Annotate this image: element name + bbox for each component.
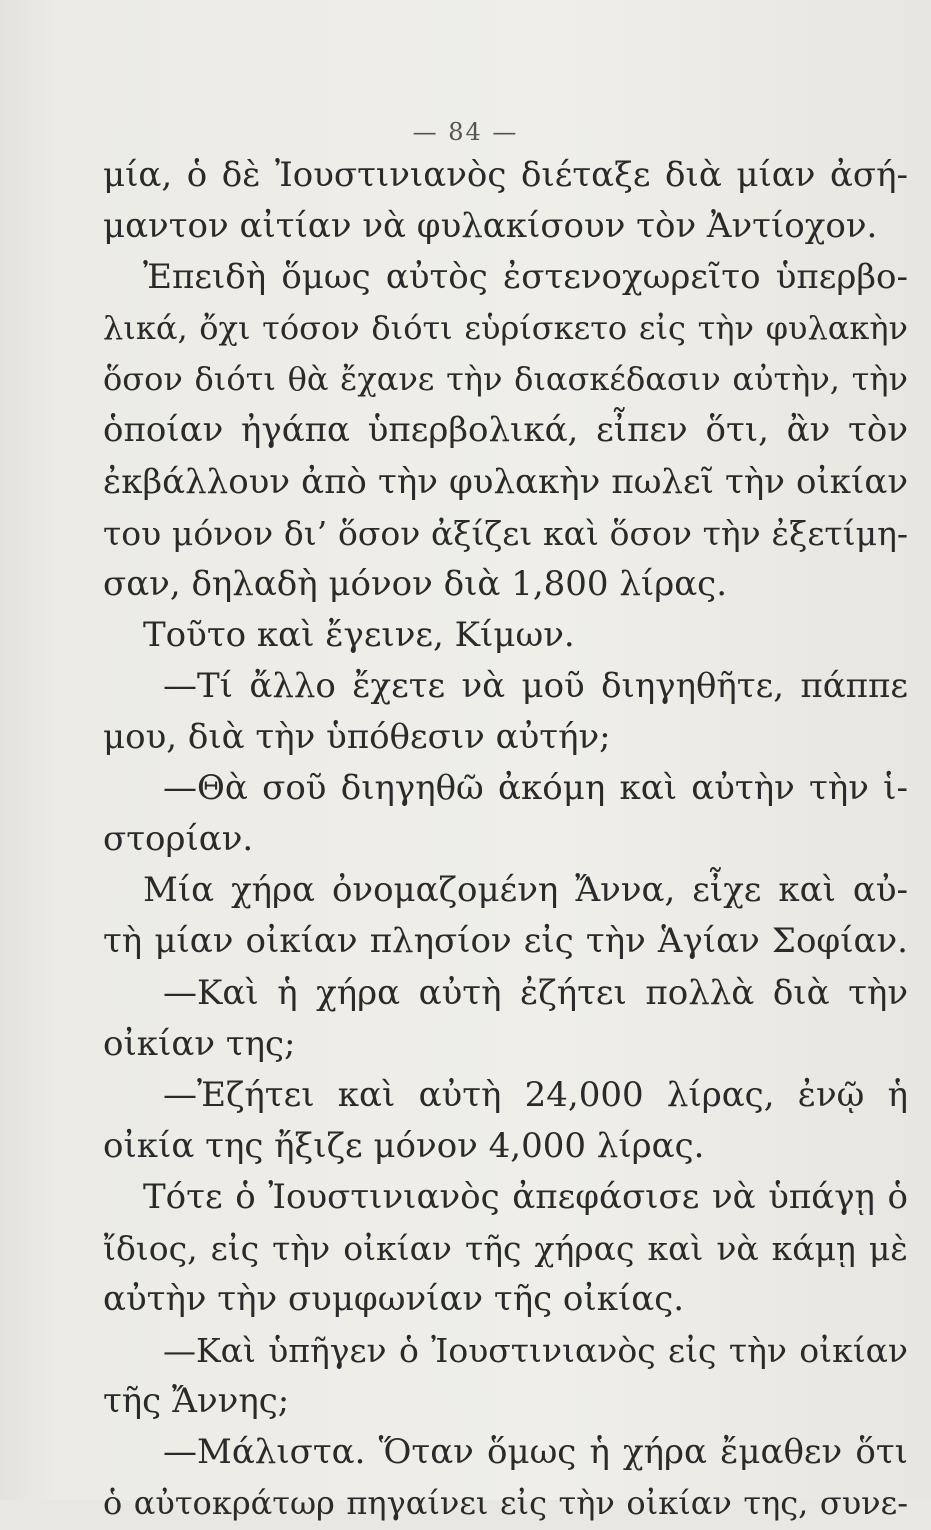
text-line: ἴδιος, εἰς τὴν οἰκίαν τῆς χήρας καὶ νὰ κάμῃ μὲ [103,1228,908,1268]
body-text [103,150,908,1530]
text-line: ὁποίαν ἠγάπα ὑπερβολικά, εἶπεν ὅτι, ἂν τὸν [103,410,908,451]
text-line: τὴ μίαν οἰκίαν πλησίον εἰς τὴν Ἁγίαν Σοφίαν. [103,921,908,962]
text-line: —Καὶ ὑπῆγεν ὁ Ἰουστινιανὸς εἰς τὴν οἰκίαν [163,1331,908,1371]
text-line: οἰκίαν της; [103,1023,296,1064]
text-line: Τοῦτο καὶ ἔγεινε, Κίμων. [143,614,575,655]
text-line: τῆς Ἄννης; [103,1381,290,1422]
text-line: οἰκία της ἤξιζε μόνον 4,000 λίρας. [103,1125,705,1166]
text-line: Μία χήρα ὀνομαζομένη Ἄννα, εἶχε καὶ αὐ- [143,870,908,911]
text-line: ὅσον διότι θὰ ἔχανε τὴν διασκέδασιν αὐτὴν, τὴν [103,360,908,399]
text-line: λικά, ὄχι τόσον διότι εὑρίσκετο εἰς τὴν φυλακὴν [103,309,908,348]
text-line: σαν, δηλαδὴ μόνον διὰ 1,800 λίρας. [103,563,728,604]
text-line: ὁ αὐτοκράτωρ πηγαίνει εἰς τὴν οἰκίαν της, συνε- [103,1484,908,1523]
text-line: του μόνον δι’ ὅσον ἀξίζει καὶ ὅσον τὴν ἐξετίμη- [103,513,908,553]
page-number: — 84 — [412,118,519,146]
text-line: Τότε ὁ Ἰουστινιανὸς ἀπεφάσισε νὰ ὑπάγῃ ὁ [143,1176,908,1217]
text-line: —Θὰ σοῦ διηγηθῶ ἀκόμη καὶ αὐτὴν τὴν ἱ- [163,768,908,809]
text-line: —Ἐζήτει καὶ αὐτὴ 24,000 λίρας, ἐνῷ ἡ [163,1074,908,1115]
text-line: Ἐπειδὴ ὅμως αὐτὸς ἐστενοχωρεῖτο ὑπερβο- [143,257,908,298]
text-line: στορίαν. [103,819,254,860]
text-line: μία, ὁ δὲ Ἰουστινιανὸς διέταξε διὰ μίαν ἀσή- [103,155,908,195]
text-line: —Τί ἄλλο ἔχετε νὰ μοῦ διηγηθῆτε, πάππε [163,665,908,706]
text-line: αὐτὴν τὴν συμφωνίαν τῆς οἰκίας. [103,1279,685,1320]
text-line: μου, διὰ τὴν ὑπόθεσιν αὐτήν; [103,717,611,758]
text-line: ἐκβάλλουν ἀπὸ τὴν φυλακὴν πωλεῖ τὴν οἰκίαν [103,461,908,502]
text-line: —Μάλιστα. Ὅταν ὅμως ἡ χήρα ἔμαθεν ὅτι [163,1432,908,1473]
text-line: —Καὶ ἡ χήρα αὐτὴ ἐζήτει πολλὰ διὰ τὴν [163,972,908,1013]
text-line: μαντον αἰτίαν νὰ φυλακίσουν τὸν Ἀντίοχον. [103,206,878,247]
